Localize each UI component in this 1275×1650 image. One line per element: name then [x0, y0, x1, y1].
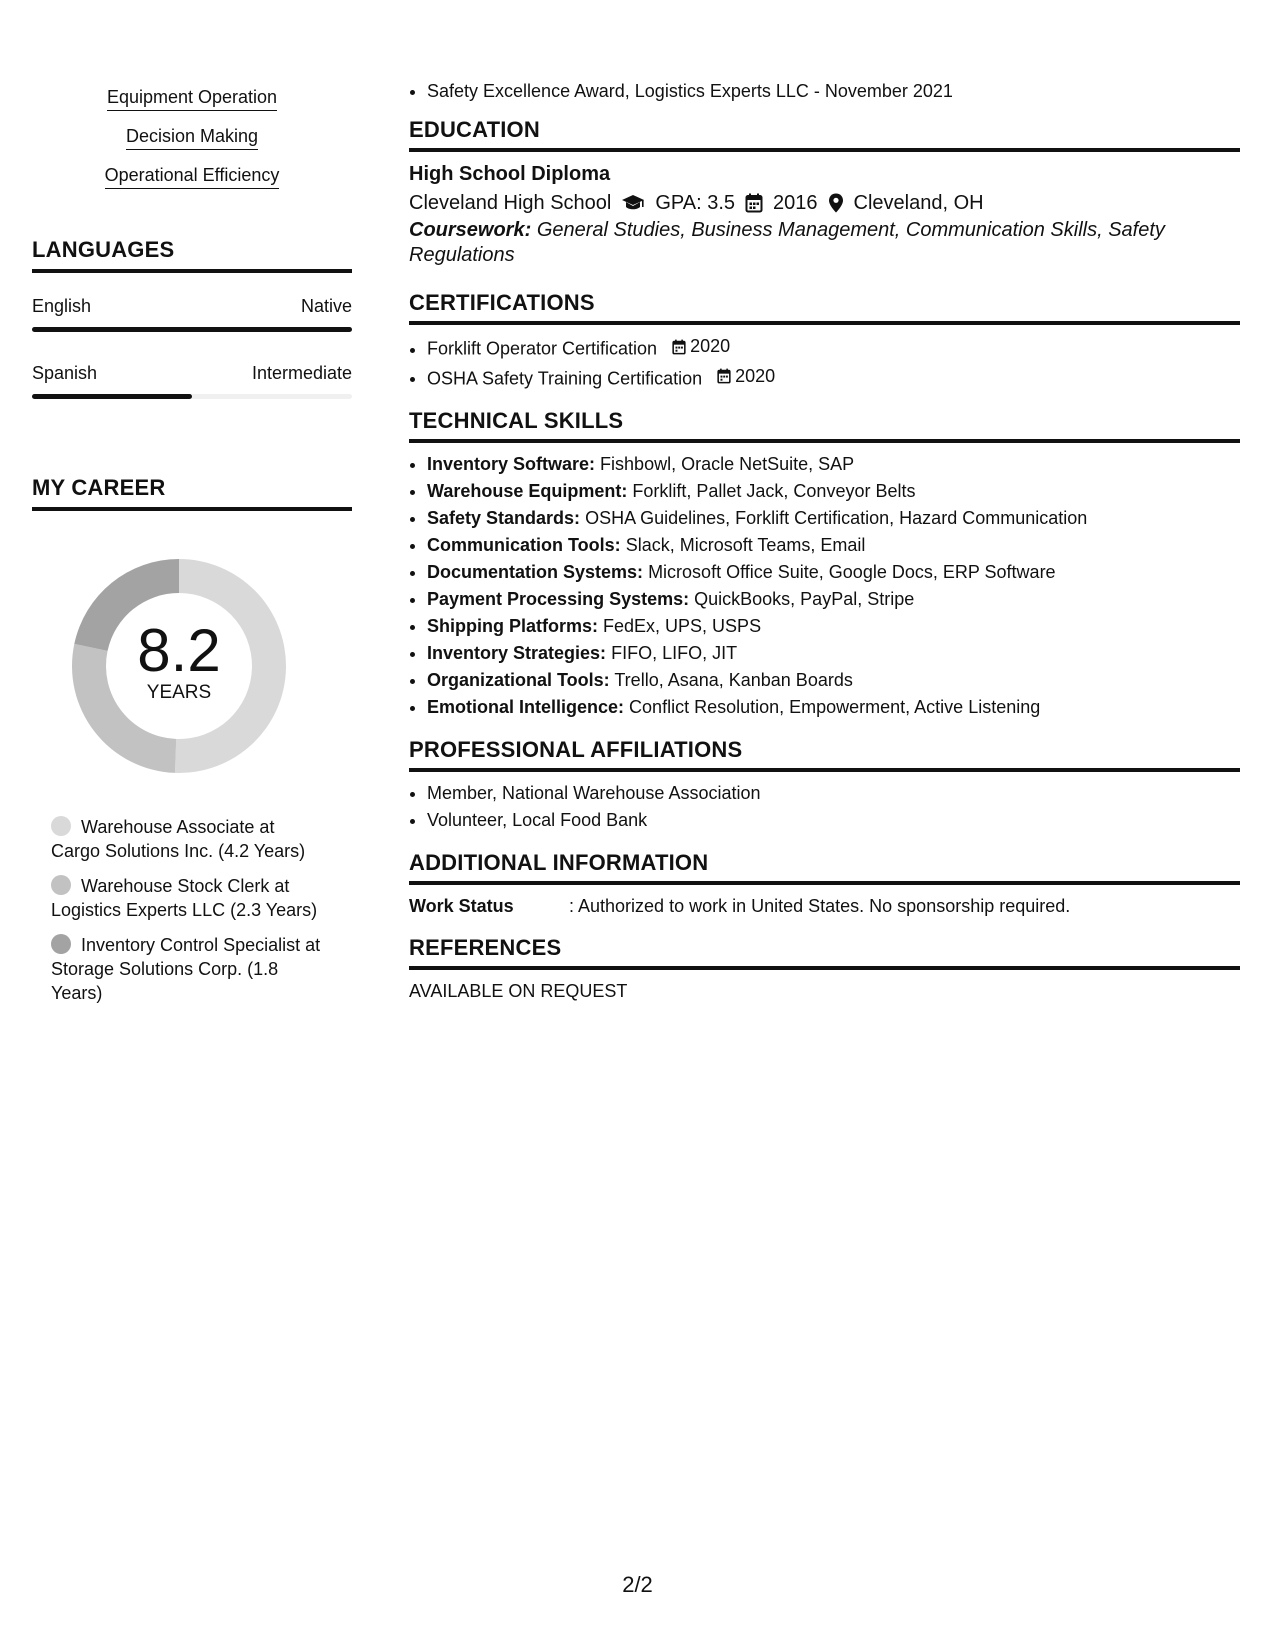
skill-item: Equipment Operation: [107, 86, 277, 111]
tech-skill-item: [427, 694, 1240, 721]
tech-skill-item: [427, 586, 1240, 613]
school-location: Cleveland, OH: [853, 192, 984, 214]
certification-item: [427, 333, 1240, 363]
references-text: AVAILABLE ON REQUEST: [409, 981, 628, 1001]
language-level: Intermediate: [251, 363, 352, 383]
certification-year: 2020: [735, 365, 776, 386]
graduation-year: 2016: [773, 192, 818, 214]
tech-skill-label: Inventory Software:: [427, 454, 596, 474]
tech-skill-label: Communication Tools:: [427, 535, 621, 555]
gpa: GPA: 3.5: [655, 192, 736, 214]
tech-skill-label: Payment Processing Systems:: [427, 589, 690, 609]
school-line: [409, 188, 1240, 218]
language-bar-fill: [32, 327, 352, 332]
work-status-value: : Authorized to work in United States. No sponsorship required.: [569, 896, 1071, 916]
tech-skill-value: Forklift, Pallet Jack, Conveyor Belts: [632, 481, 916, 501]
languages-heading: LANGUAGES: [32, 237, 352, 273]
technical-skills-heading: TECHNICAL SKILLS: [409, 408, 1240, 443]
work-status-label: Work Status: [409, 896, 514, 916]
calendar-icon: [717, 368, 731, 384]
calendar-icon: [672, 339, 686, 355]
affiliations-list: [409, 780, 1240, 834]
tech-skill-item: [427, 640, 1240, 667]
affiliation-item: • Member, National Warehouse Association: [427, 780, 1240, 807]
tech-skill-value: Fishbowl, Oracle NetSuite, SAP: [600, 454, 855, 474]
career-legend-label: Warehouse Associate at Cargo Solutions Inc. (4.2 Years): [51, 817, 306, 861]
tech-skill-label: Warehouse Equipment:: [427, 481, 628, 501]
career-heading: MY CAREER: [32, 475, 352, 511]
legend-dot: [51, 816, 71, 836]
language-bar: [32, 327, 352, 332]
legend-dot: [51, 934, 71, 954]
certification-date: [717, 363, 775, 390]
certification-item: [427, 363, 1240, 393]
certifications-heading: CERTIFICATIONS: [409, 290, 1240, 325]
tech-skill-item: [427, 505, 1240, 532]
language-bar: [32, 394, 352, 399]
affiliation-item: • Volunteer, Local Food Bank: [427, 807, 1240, 834]
work-status-row: [409, 893, 1240, 919]
tech-skill-value: FedEx, UPS, USPS: [603, 616, 762, 636]
tech-skill-item: [427, 451, 1240, 478]
tech-skill-item: [427, 613, 1240, 640]
career-legend-label: Warehouse Stock Clerk at Logistics Experts LLC (2.3 Years): [51, 876, 318, 920]
career-legend: [51, 815, 326, 1005]
language-name: Spanish: [32, 363, 98, 383]
career-legend-label: Inventory Control Specialist at Storage Solutions Corp. (1.8 Years): [51, 935, 321, 1003]
tech-skill-value: Slack, Microsoft Teams, Email: [625, 535, 866, 555]
skills-list: [32, 86, 352, 189]
graduation-cap-icon: [621, 194, 645, 212]
left-column: [32, 86, 352, 1016]
career-total-unit: YEARS: [146, 682, 212, 703]
career-legend-item: [51, 933, 326, 1005]
page-number: 2/2: [622, 1572, 653, 1597]
tech-skill-item: [427, 667, 1240, 694]
tech-skill-label: Documentation Systems:: [427, 562, 644, 582]
language-level: Native: [300, 296, 352, 316]
references-heading: REFERENCES: [409, 935, 1240, 970]
degree-title: High School Diploma: [409, 163, 611, 185]
tech-skill-value: FIFO, LIFO, JIT: [611, 643, 738, 663]
certification-name: Forklift Operator Certification: [427, 338, 658, 359]
tech-skill-value: Trello, Asana, Kanban Boards: [614, 670, 853, 690]
tech-skill-value: Microsoft Office Suite, Google Docs, ERP Software: [648, 562, 1056, 582]
certification-date: [672, 333, 730, 360]
school-name: Cleveland High School: [409, 192, 612, 214]
skill-item: Operational Efficiency: [105, 164, 280, 189]
donut-center: [64, 551, 294, 781]
awards-list: [409, 78, 1240, 105]
career-donut-chart: [64, 551, 294, 781]
award-item: • Safety Excellence Award, Logistics Experts LLC - November 2021: [427, 78, 1240, 105]
certification-year: 2020: [690, 336, 731, 356]
calendar-icon: [745, 193, 763, 213]
coursework-label: Coursework:: [409, 219, 532, 241]
tech-skill-value: Conflict Resolution, Empowerment, Active Listening: [629, 697, 1041, 717]
tech-skill-label: Shipping Platforms:: [427, 616, 598, 636]
location-pin-icon: [828, 193, 844, 213]
career-legend-item: [51, 815, 326, 863]
career-total-value: 8.2: [137, 617, 221, 684]
language-bar-fill: [32, 394, 192, 399]
tech-skill-value: OSHA Guidelines, Forklift Certification, Hazard Communication: [585, 508, 1088, 528]
tech-skill-item: [427, 532, 1240, 559]
language-row: [32, 295, 352, 317]
tech-skill-value: QuickBooks, PayPal, Stripe: [694, 589, 915, 609]
right-column: [409, 78, 1240, 1004]
certifications-list: [409, 333, 1240, 392]
tech-skill-item: [427, 478, 1240, 505]
education-heading: EDUCATION: [409, 117, 1240, 152]
career-legend-item: [51, 874, 326, 922]
tech-skill-label: Emotional Intelligence:: [427, 697, 625, 717]
language-row: [32, 362, 352, 384]
additional-info-heading: ADDITIONAL INFORMATION: [409, 850, 1240, 885]
tech-skill-label: Safety Standards:: [427, 508, 581, 528]
certification-name: OSHA Safety Training Certification: [427, 368, 703, 388]
skill-item: Decision Making: [126, 125, 258, 150]
language-name: English: [32, 296, 92, 316]
tech-skill-label: Inventory Strategies:: [427, 643, 607, 663]
affiliations-heading: PROFESSIONAL AFFILIATIONS: [409, 737, 1240, 772]
coursework: [409, 218, 1240, 268]
legend-dot: [51, 875, 71, 895]
tech-skill-label: Organizational Tools:: [427, 670, 610, 690]
technical-skills-list: [409, 451, 1240, 721]
coursework-text: General Studies, Business Management, Communication Skills, Safety Regulations: [409, 219, 1165, 266]
tech-skill-item: [427, 559, 1240, 586]
languages-list: [32, 295, 352, 399]
